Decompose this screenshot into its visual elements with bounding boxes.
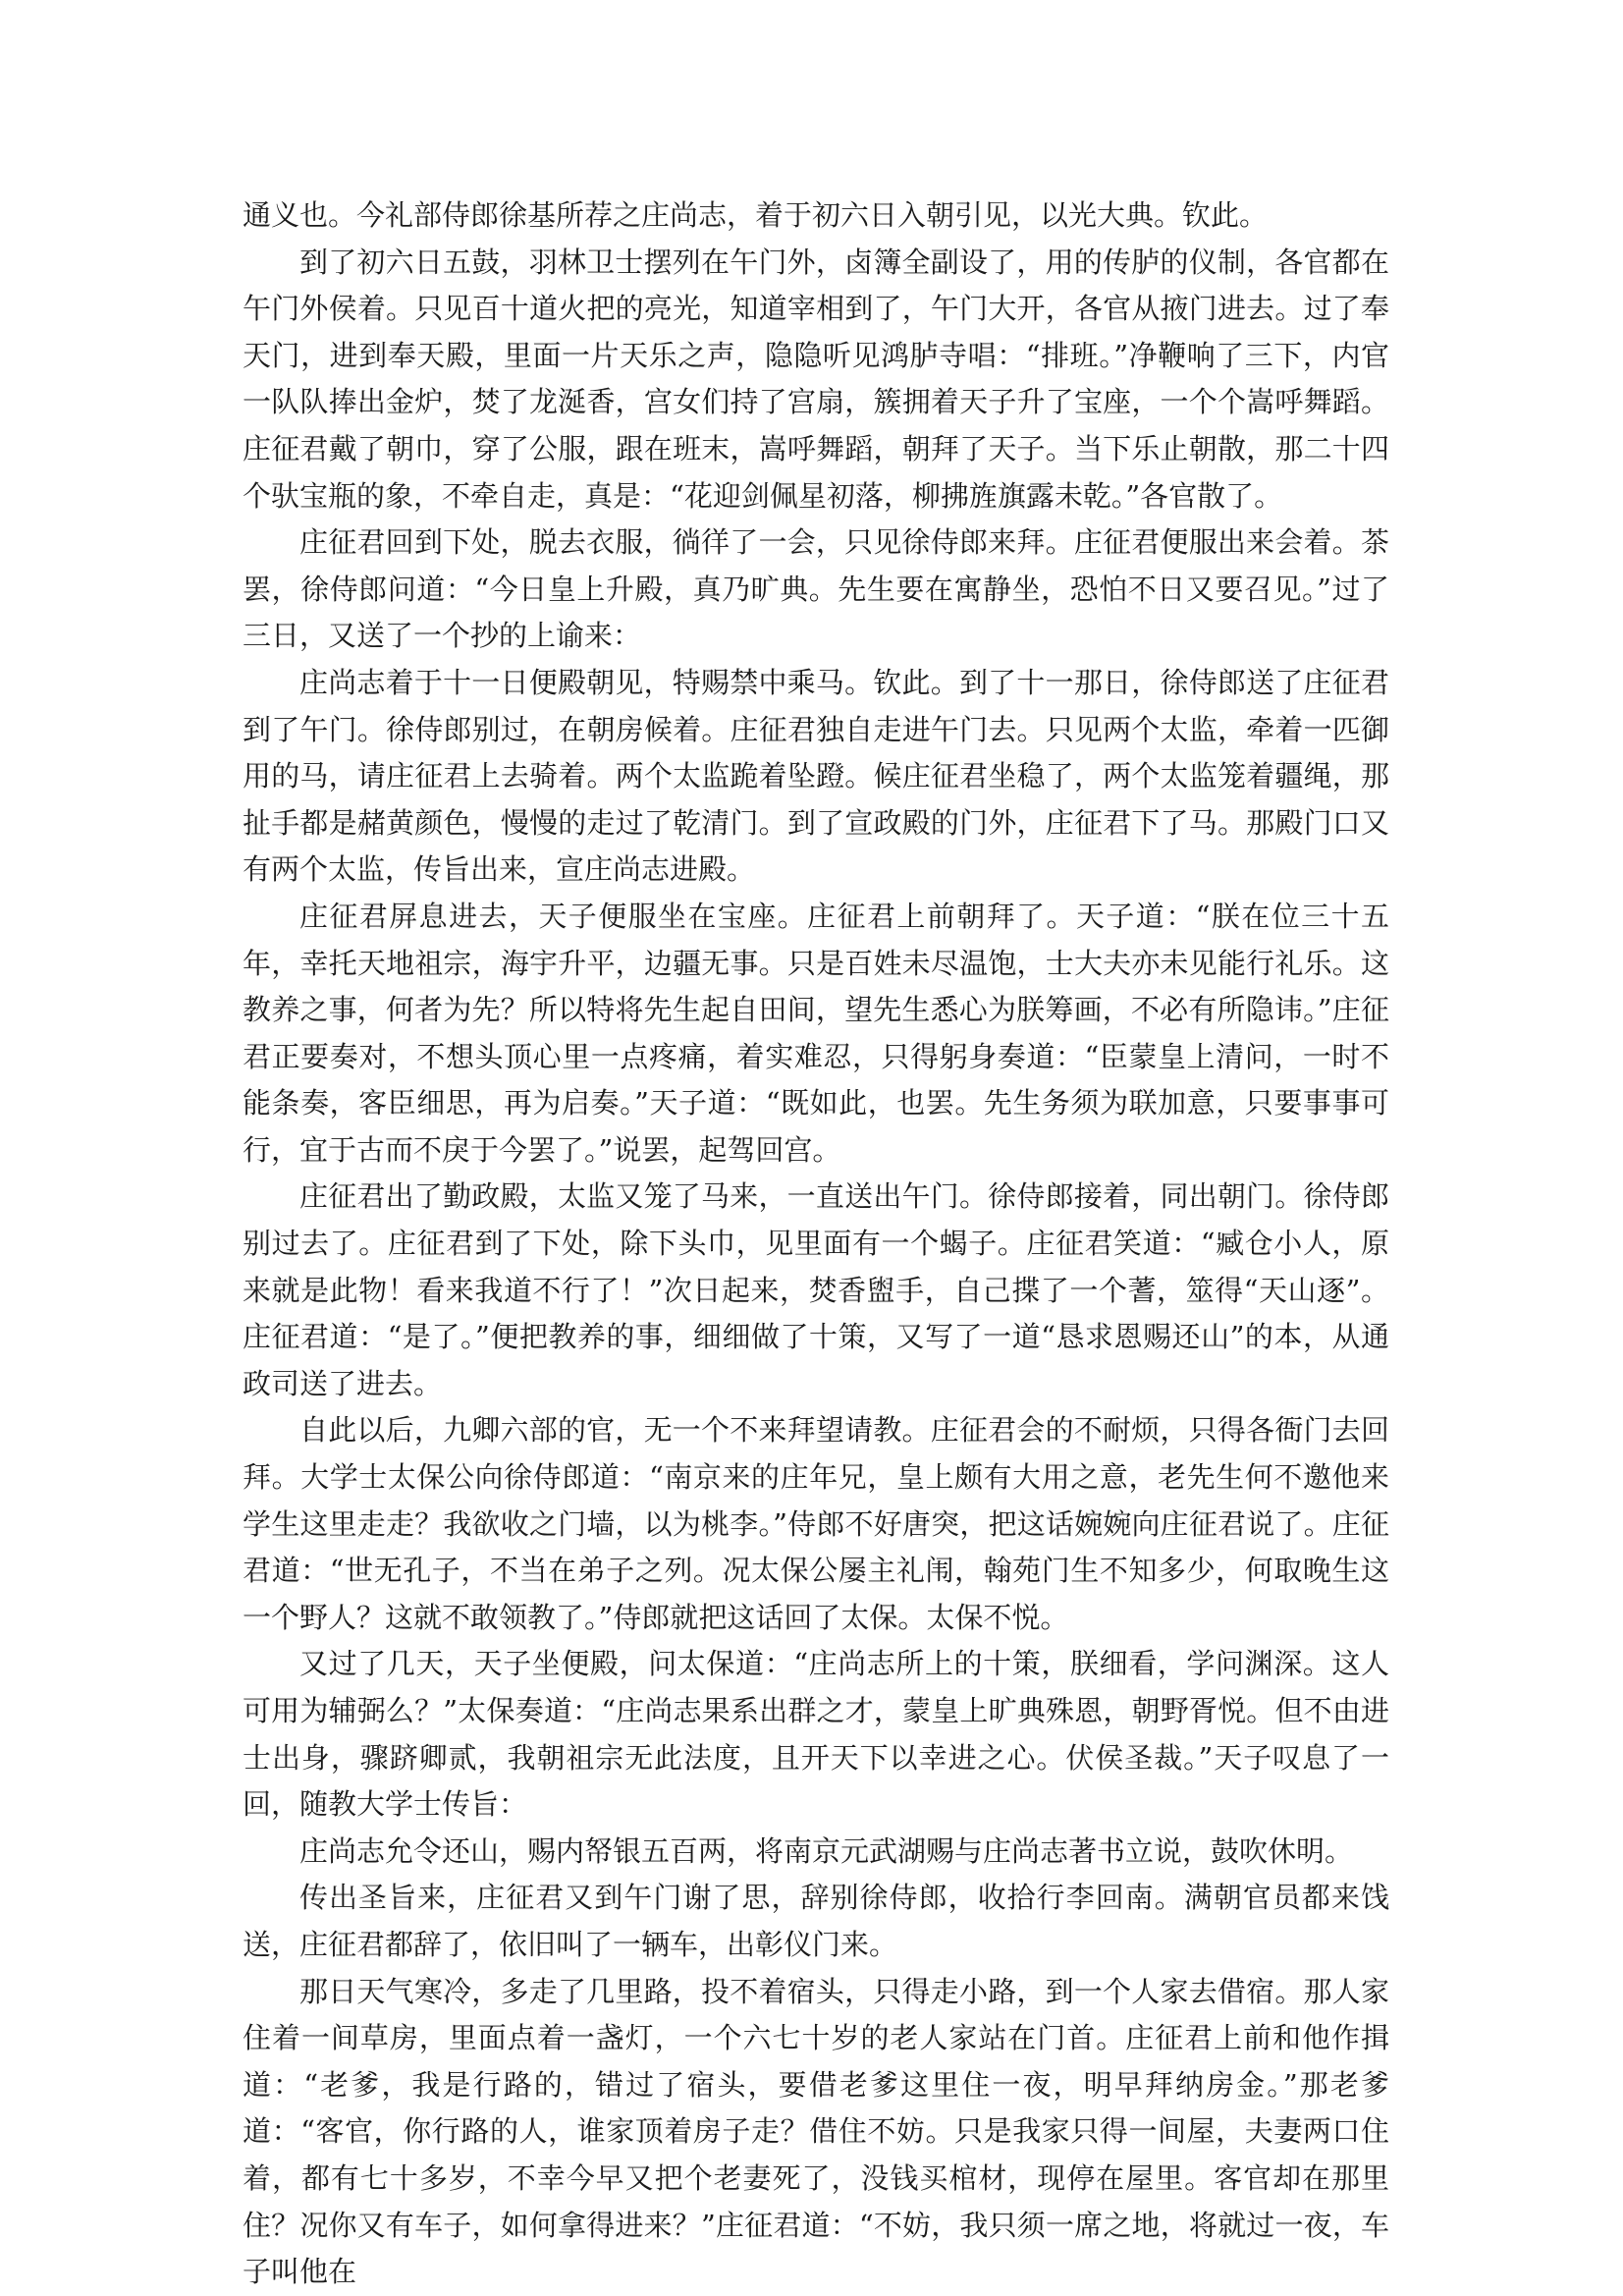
paragraph: 庄征君回到下处，脱去衣服，徜徉了一会，只见徐侍郎来拜。庄征君便服出来会着。茶罢，徐侍郎问道：“今日皇上升殿，真乃旷典。先生要在寓静坐，恐怕不日又要召见。”过了三日，又送了一个抄的上谕来：: [243, 525, 1389, 653]
paragraph: 自此以后，九卿六部的官，无一个不来拜望请教。庄征君会的不耐烦，只得各衙门去回拜。大学士太保公向徐侍郎道：“南京来的庄年兄，皇上颇有大用之意，老先生何不邀他来学生这里走走？我欲收之门墙，以为桃李。”侍郎不好唐突，把这话婉婉向庄征君说了。庄征君道：“世无孔子，不当在弟子之列。况太保公屡主礼闱，翰苑门生不知多少，何取晚生这一个野人？这就不敢领教了。”侍郎就把这话回了太保。太保不悦。: [243, 1413, 1389, 1634]
paragraph: 传出圣旨来，庄征君又到午门谢了思，辞别徐侍郎，收拾行李回南。满朝官员都来饯送，庄征君都辞了，依旧叫了一辆车，出彰仪门来。: [243, 1881, 1389, 1961]
novel-text-body: [243, 192, 1389, 2296]
paragraph: 通义也。今礼部侍郎徐基所荐之庄尚志，着于初六日入朝引见，以光大典。钦此。: [243, 198, 1269, 232]
paragraph: 那日天气寒冷，多走了几里路，投不着宿头，只得走小路，到一个人家去借宿。那人家住着一间草房，里面点着一盏灯，一个六七十岁的老人家站在门首。庄征君上前和他作揖道：“老爹，我是行路的，错过了宿头，要借老爹这里住一夜，明早拜纳房金。”那老爹道：“客官，你行路的人，谁家顶着房子走？借住不妨。只是我家只得一间屋，夫妻两口住着，都有七十多岁，不幸今早又把个老妻死了，没钱买棺材，现停在屋里。客官却在那里住？况你又有车子，如何拿得进来？”庄征君道：“不妨，我只须一席之地，将就过一夜，车子叫他在: [243, 1974, 1389, 2289]
paragraph: 庄尚志着于十一日便殿朝见，特赐禁中乘马。钦此。到了十一那日，徐侍郎送了庄征君到了午门。徐侍郎别过，在朝房候着。庄征君独自走进午门去。只见两个太监，牵着一匹御用的马，请庄征君上去骑着。两个太监跪着坠蹬。候庄征君坐稳了，两个太监笼着疆绳，那扯手都是赭黄颜色，慢慢的走过了乾清门。到了宣政殿的门外，庄征君下了马。那殿门口又有两个太监，传旨出来，宣庄尚志进殿。: [243, 665, 1389, 887]
paragraph: 庄征君屏息进去，天子便服坐在宝座。庄征君上前朝拜了。天子道：“朕在位三十五年，幸托天地祖宗，海宇升平，边疆无事。只是百姓未尽温饱，士大夫亦未见能行礼乐。这教养之事，何者为先？所以特将先生起自田间，望先生悉心为朕筹画，不必有所隐讳。”庄征君正要奏对，不想头顶心里一点疼痛，着实难忍，只得躬身奏道：“臣蒙皇上清问，一时不能条奏，客臣细思，再为启奏。”天子道：“既如此，也罢。先生务须为联加意，只要事事可行，宜于古而不戾于今罢了。”说罢，起驾回宫。: [243, 899, 1389, 1167]
paragraph: 庄征君出了勤政殿，太监又笼了马来，一直送出午门。徐侍郎接着，同出朝门。徐侍郎别过去了。庄征君到了下处，除下头巾，见里面有一个蝎子。庄征君笑道：“臧仓小人，原来就是此物！看来我道不行了！”次日起来，焚香盥手，自己揲了一个蓍，筮得“天山逐”。庄征君道：“是了。”便把教养的事，细细做了十策，又写了一道“恳求恩赐还山”的本，从通政司送了进去。: [243, 1179, 1389, 1400]
paragraph: 到了初六日五鼓，羽林卫士摆列在午门外，卤簿全副设了，用的传胪的仪制，各官都在午门外侯着。只见百十道火把的亮光，知道宰相到了，午门大开，各官从掖门进去。过了奉天门，进到奉天殿，里面一片天乐之声，隐隐听见鸿胪寺唱：“排班。”净鞭响了三下，内官一队队捧出金炉，焚了龙涎香，宫女们持了宫扇，簇拥着天子升了宝座，一个个嵩呼舞蹈。庄征君戴了朝巾，穿了公服，跟在班末，嵩呼舞蹈，朝拜了天子。当下乐止朝散，那二十四个驮宝瓶的象，不牵自走，真是：“花迎剑佩星初落，柳拂旌旗露未乾。”各官散了。: [243, 245, 1389, 513]
paragraph: 又过了几天，天子坐便殿，问太保道：“庄尚志所上的十策，朕细看，学问渊深。这人可用为辅弼么？”太保奏道：“庄尚志果系出群之才，蒙皇上旷典殊恩，朝野胥悦。但不由进士出身，骤跻卿贰，我朝祖宗无此法度，且开天下以幸进之心。伏侯圣裁。”天子叹息了一回，随教大学士传旨：: [243, 1647, 1389, 1822]
paragraph: 庄尚志允令还山，赐内帑银五百两，将南京元武湖赐与庄尚志著书立说，鼓吹休明。: [299, 1833, 1354, 1868]
